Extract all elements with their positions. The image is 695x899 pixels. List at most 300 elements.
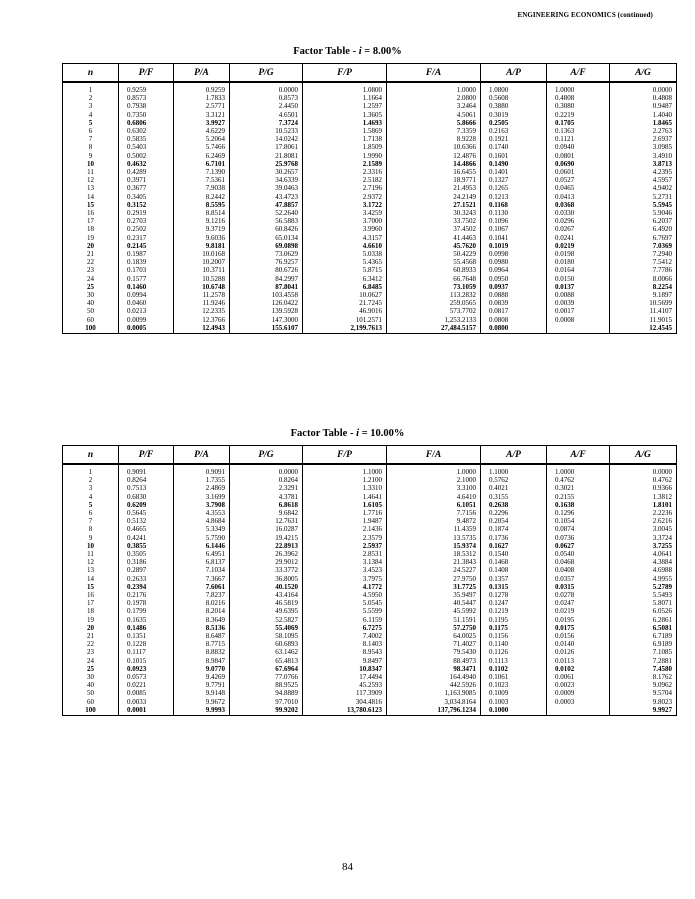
cell-ap: 0.1168 [481,201,547,209]
cell-ap: 0.2505 [481,119,547,127]
cell-pg: 33.3772 [230,566,303,574]
cell-fa: 50.4229 [387,250,481,258]
cell-n: 17 [63,599,119,607]
table-row [63,250,677,258]
cell-ap: 0.1874 [481,525,547,533]
column-header-ap: A/P [481,446,547,465]
cell-pa: 0.9259 [174,82,230,94]
cell-ag: 6.7697 [610,234,677,242]
column-header-ap: A/P [481,64,547,83]
cell-ap: 0.1627 [481,542,547,550]
cell-pa: 10.3711 [174,266,230,274]
cell-ag: 7.1085 [610,648,677,656]
cell-pa: 0.9091 [174,464,230,476]
cell-fa: 66.7648 [387,275,481,283]
cell-pf: 0.2394 [119,583,174,591]
cell-ap: 0.0800 [481,324,547,334]
cell-n: 23 [63,648,119,656]
cell-pf: 0.2897 [119,566,174,574]
cell-pa: 9.7791 [174,681,230,689]
cell-fp: 4.5950 [303,591,387,599]
cell-pa: 7.9038 [174,184,230,192]
cell-fa: 64.0025 [387,632,481,640]
cell-ap: 0.1265 [481,184,547,192]
cell-pa: 9.4269 [174,673,230,681]
cell-fp: 46.9016 [303,307,387,315]
table-row [63,119,677,127]
cell-ag: 4.9955 [610,575,677,583]
column-header-fa: F/A [387,446,481,465]
cell-fp: 1.6105 [303,501,387,509]
cell-pg: 40.1520 [230,583,303,591]
cell-ag: 2.6216 [610,517,677,525]
cell-pg: 84.2997 [230,275,303,283]
cell-fp: 4.1772 [303,583,387,591]
cell-fp: 1.1664 [303,94,387,102]
cell-pf: 0.0573 [119,673,174,681]
table-title-10pct [0,428,695,439]
cell-af [547,324,610,334]
cell-ap: 0.0937 [481,283,547,291]
cell-af: 0.0017 [547,307,610,315]
cell-pf: 0.1839 [119,258,174,266]
cell-fa: 2.1000 [387,476,481,484]
cell-pg: 43.4164 [230,591,303,599]
cell-ag: 6.2037 [610,217,677,225]
cell-ag: 2.6937 [610,135,677,143]
cell-pg: 47.8857 [230,201,303,209]
cell-n: 30 [63,291,119,299]
cell-pa: 8.2014 [174,607,230,615]
cell-ap: 0.1041 [481,234,547,242]
table-title-8pct [0,46,695,57]
cell-pa: 9.9148 [174,689,230,697]
cell-pf: 0.9259 [119,82,174,94]
cell-pg: 76.9257 [230,258,303,266]
table-row [63,201,677,209]
cell-pf: 0.6302 [119,127,174,135]
table-row [63,681,677,689]
table-row [63,673,677,681]
cell-ag: 7.2881 [610,657,677,665]
cell-ag: 7.2940 [610,250,677,258]
cell-ag: 4.9402 [610,184,677,192]
cell-ap: 0.0980 [481,258,547,266]
column-header-pa: P/A [174,64,230,83]
cell-pa: 3.9927 [174,119,230,127]
cell-pf: 0.4241 [119,534,174,542]
table-row [63,283,677,291]
cell-n: 10 [63,542,119,550]
cell-ap: 0.1195 [481,616,547,624]
cell-pf: 0.6209 [119,501,174,509]
cell-ag: 6.5081 [610,624,677,632]
cell-pg: 29.9012 [230,558,303,566]
cell-n: 19 [63,616,119,624]
cell-pf: 0.1978 [119,599,174,607]
cell-af: 0.0164 [547,266,610,274]
cell-fa: 2.0800 [387,94,481,102]
cell-pf: 0.2176 [119,591,174,599]
cell-pf: 0.5645 [119,509,174,517]
cell-af: 0.1363 [547,127,610,135]
cell-n: 20 [63,242,119,250]
cell-n: 22 [63,258,119,266]
cell-ap: 0.5762 [481,476,547,484]
cell-pg: 126.0422 [230,299,303,307]
cell-ag: 8.0066 [610,275,677,283]
cell-ag: 8.2254 [610,283,677,291]
cell-n: 40 [63,681,119,689]
cell-ap: 0.0808 [481,316,547,324]
table-row [63,476,677,484]
table-row [63,464,677,476]
cell-pg: 14.0242 [230,135,303,143]
cell-pf: 0.0005 [119,324,174,334]
cell-ag: 4.3884 [610,558,677,566]
cell-ag: 6.2861 [610,616,677,624]
cell-pg: 147.3000 [230,316,303,324]
cell-af: 0.0195 [547,616,610,624]
cell-pa: 6.2469 [174,152,230,160]
cell-ag: 2.2763 [610,127,677,135]
cell-ag: 5.5945 [610,201,677,209]
cell-pa: 7.1390 [174,168,230,176]
cell-n: 5 [63,119,119,127]
cell-n: 18 [63,607,119,615]
cell-pa: 10.6748 [174,283,230,291]
cell-pg: 12.7631 [230,517,303,525]
cell-n: 1 [63,464,119,476]
cell-n: 100 [63,706,119,716]
cell-pa: 9.6036 [174,234,230,242]
cell-ag: 7.5412 [610,258,677,266]
cell-n: 4 [63,111,119,119]
cell-fa: 10.6366 [387,143,481,151]
cell-pf: 0.1228 [119,640,174,648]
cell-af: 0.0219 [547,242,610,250]
table-row [63,698,677,706]
table-row [63,291,677,299]
cell-pg: 16.0287 [230,525,303,533]
cell-af: 0.1638 [547,501,610,509]
cell-ag: 3.3724 [610,534,677,542]
cell-fa: 1,163.9085 [387,689,481,697]
cell-af: 0.4808 [547,94,610,102]
cell-n: 7 [63,135,119,143]
cell-pa: 8.5595 [174,201,230,209]
cell-pg: 22.8913 [230,542,303,550]
cell-n: 24 [63,275,119,283]
cell-pg: 58.1095 [230,632,303,640]
cell-fa: 4.5061 [387,111,481,119]
cell-fp: 6.8485 [303,283,387,291]
cell-pg: 0.8573 [230,94,303,102]
cell-ap: 0.1219 [481,607,547,615]
cell-pa: 6.7101 [174,160,230,168]
cell-ag: 1.3812 [610,493,677,501]
cell-ap: 0.5608 [481,94,547,102]
cell-pg: 30.2657 [230,168,303,176]
cell-pf: 0.1635 [119,616,174,624]
cell-pa: 8.8514 [174,209,230,217]
cell-fp: 117.3909 [303,689,387,697]
table-row [63,275,677,283]
cell-pg: 4.6501 [230,111,303,119]
cell-pf: 0.4289 [119,168,174,176]
table-row [63,501,677,509]
cell-af: 0.0003 [547,698,610,706]
cell-pa: 9.9672 [174,698,230,706]
cell-af: 0.0137 [547,283,610,291]
cell-ap: 0.1357 [481,575,547,583]
cell-fp: 2.5937 [303,542,387,550]
cell-pg: 4.3781 [230,493,303,501]
cell-pf: 0.0994 [119,291,174,299]
cell-pa: 8.2442 [174,193,230,201]
cell-n: 11 [63,550,119,558]
cell-ap: 0.1096 [481,217,547,225]
cell-pa: 9.1216 [174,217,230,225]
cell-n: 24 [63,657,119,665]
cell-pf: 0.0033 [119,698,174,706]
cell-ag: 9.5704 [610,689,677,697]
cell-pa: 7.5361 [174,176,230,184]
cell-pf: 0.2919 [119,209,174,217]
cell-af: 0.0296 [547,217,610,225]
table-row [63,209,677,217]
cell-pf: 0.3971 [119,176,174,184]
cell-ap: 0.2054 [481,517,547,525]
table-row [63,493,677,501]
cell-fa: 13.5735 [387,534,481,542]
cell-fp: 6.1159 [303,616,387,624]
cell-ap: 0.0888 [481,291,547,299]
cell-pg: 34.6339 [230,176,303,184]
cell-ag: 4.2395 [610,168,677,176]
cell-fa: 79.5430 [387,648,481,656]
cell-pa: 2.5771 [174,102,230,110]
cell-n: 14 [63,193,119,201]
cell-af: 0.3080 [547,102,610,110]
table-row [63,517,677,525]
cell-n: 15 [63,201,119,209]
cell-fp: 9.8497 [303,657,387,665]
cell-ap: 0.3019 [481,111,547,119]
cell-pf: 0.2703 [119,217,174,225]
cell-af: 0.0061 [547,673,610,681]
table-row [63,258,677,266]
column-header-fp: F/P [303,64,387,83]
cell-ap: 0.1000 [481,706,547,716]
cell-pg: 155.6107 [230,324,303,334]
cell-ag: 11.4107 [610,307,677,315]
cell-fa: 18.9771 [387,176,481,184]
cell-fp: 1.8509 [303,143,387,151]
cell-pg: 2.3291 [230,484,303,492]
cell-ag: 0.9366 [610,484,677,492]
cell-ap: 0.1601 [481,152,547,160]
cell-pg: 39.0463 [230,184,303,192]
column-header-fa: F/A [387,64,481,83]
cell-pg: 77.0766 [230,673,303,681]
cell-ag: 0.0000 [610,82,677,94]
cell-pf: 0.1799 [119,607,174,615]
cell-af: 0.0140 [547,640,610,648]
table-row [63,143,677,151]
table-row [63,127,677,135]
cell-ap: 0.1213 [481,193,547,201]
cell-fp: 21.7245 [303,299,387,307]
cell-n: 30 [63,673,119,681]
cell-pg: 97.7010 [230,698,303,706]
table-row [63,616,677,624]
cell-ag: 4.0641 [610,550,677,558]
cell-fp: 10.0627 [303,291,387,299]
cell-pg: 9.6842 [230,509,303,517]
cell-pa: 6.8137 [174,558,230,566]
cell-fa: 1.0000 [387,464,481,476]
cell-pf: 0.8573 [119,94,174,102]
column-header-af: A/F [547,64,610,83]
cell-n: 2 [63,476,119,484]
cell-fa: 37.4502 [387,225,481,233]
cell-fp: 2.3316 [303,168,387,176]
table-row [63,102,677,110]
cell-pa: 6.1446 [174,542,230,550]
table-row [63,168,677,176]
cell-ap: 0.2163 [481,127,547,135]
cell-pf: 0.7513 [119,484,174,492]
cell-af: 0.0126 [547,648,610,656]
cell-fp: 1.5869 [303,127,387,135]
table-row [63,689,677,697]
cell-ap: 0.1278 [481,591,547,599]
cell-pg: 43.4723 [230,193,303,201]
cell-af: 0.0330 [547,209,610,217]
table-row [63,193,677,201]
cell-fp: 3.4523 [303,566,387,574]
cell-pf: 0.1117 [119,648,174,656]
cell-fp: 1.7716 [303,509,387,517]
cell-fp: 10.8347 [303,665,387,673]
cell-pf: 0.4632 [119,160,174,168]
cell-fa: 45.5992 [387,607,481,615]
column-header-pg: P/G [230,446,303,465]
cell-pg: 2.4450 [230,102,303,110]
cell-n: 50 [63,307,119,315]
cell-fa: 1.0000 [387,82,481,94]
column-header-ag: A/G [610,64,677,83]
cell-af: 0.0601 [547,168,610,176]
table-row [63,550,677,558]
column-header-pf: P/F [119,64,174,83]
cell-pa: 12.2335 [174,307,230,315]
cell-pg: 49.6395 [230,607,303,615]
table-row [63,632,677,640]
cell-pa: 9.3719 [174,225,230,233]
cell-af: 1.0000 [547,82,610,94]
cell-af: 0.1121 [547,135,610,143]
cell-n: 18 [63,225,119,233]
cell-pg: 67.6964 [230,665,303,673]
cell-ag: 4.5957 [610,176,677,184]
cell-fa: 113.2832 [387,291,481,299]
cell-pf: 0.8264 [119,476,174,484]
table-row [63,624,677,632]
table-row [63,242,677,250]
cell-ap: 0.1921 [481,135,547,143]
cell-pf: 0.2145 [119,242,174,250]
cell-af: 0.1296 [547,509,610,517]
cell-pg: 99.9202 [230,706,303,716]
cell-pg: 65.0134 [230,234,303,242]
cell-pf: 0.5835 [119,135,174,143]
cell-fa: 14.4866 [387,160,481,168]
cell-n: 9 [63,152,119,160]
cell-af: 0.0150 [547,275,610,283]
cell-fa: 30.3243 [387,209,481,217]
cell-n: 12 [63,176,119,184]
cell-pg: 7.3724 [230,119,303,127]
cell-pa: 3.3121 [174,111,230,119]
table-row [63,534,677,542]
cell-fp: 3.7975 [303,575,387,583]
cell-pa: 1.7833 [174,94,230,102]
cell-fa: 45.7620 [387,242,481,250]
cell-fa: 15.9374 [387,542,481,550]
cell-pg: 0.0000 [230,82,303,94]
cell-af: 1.0000 [547,464,610,476]
cell-fa: 88.4973 [387,657,481,665]
cell-n: 14 [63,575,119,583]
running-header: ENGINEERING ECONOMICS (continued) [517,11,653,19]
cell-pa: 5.3349 [174,525,230,533]
table-row [63,558,677,566]
cell-af: 0.0540 [547,550,610,558]
cell-n: 16 [63,209,119,217]
cell-pg: 69.0898 [230,242,303,250]
cell-fp: 2.3579 [303,534,387,542]
cell-fp: 5.0545 [303,599,387,607]
cell-ap: 0.1740 [481,143,547,151]
cell-pa: 12.3766 [174,316,230,324]
cell-pf: 0.3152 [119,201,174,209]
cell-fa: 27,484.5157 [387,324,481,334]
cell-ap: 0.1003 [481,698,547,706]
cell-ag: 12.4545 [610,324,677,334]
cell-ap: 0.1327 [481,176,547,184]
cell-pa: 4.6229 [174,127,230,135]
cell-pg: 60.6893 [230,640,303,648]
cell-fp: 2.8531 [303,550,387,558]
cell-ag: 3.0985 [610,143,677,151]
cell-ag: 1.8465 [610,119,677,127]
cell-n: 15 [63,583,119,591]
cell-n: 20 [63,624,119,632]
cell-pg: 73.0629 [230,250,303,258]
cell-ag: 7.0369 [610,242,677,250]
cell-pg: 46.5819 [230,599,303,607]
cell-fa: 442.5926 [387,681,481,689]
cell-fa: 55.4568 [387,258,481,266]
cell-af: 0.0023 [547,681,610,689]
cell-fp: 1.4641 [303,493,387,501]
cell-af: 0.0690 [547,160,610,168]
cell-fp: 5.8715 [303,266,387,274]
cell-fa: 35.9497 [387,591,481,599]
column-header-ag: A/G [610,446,677,465]
